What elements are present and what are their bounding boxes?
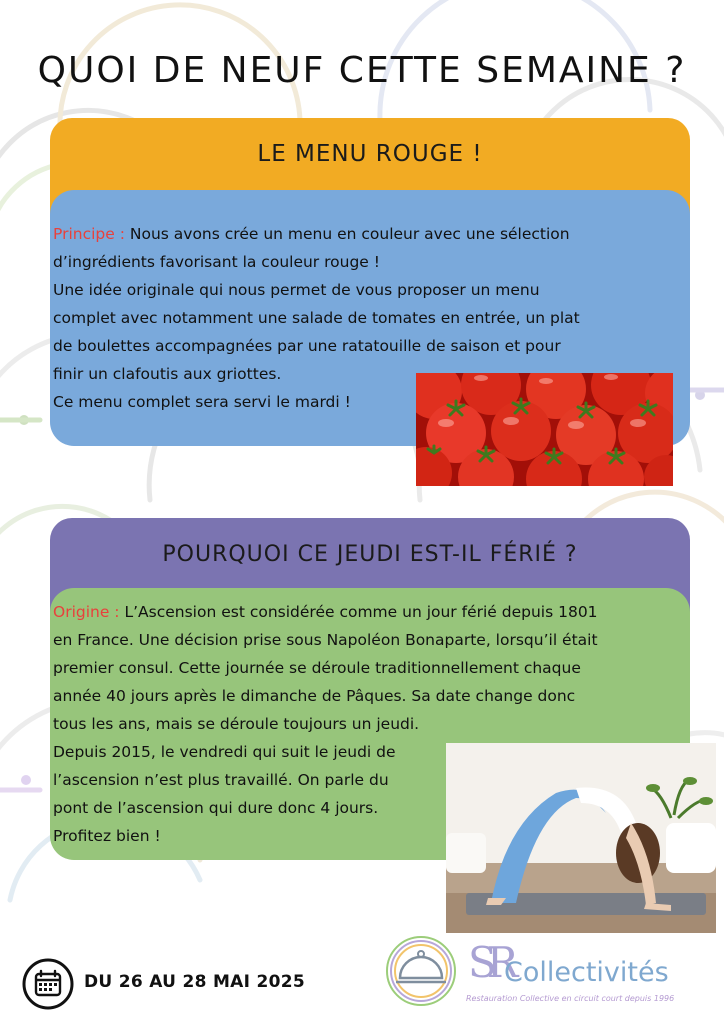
brand-name: Collectivités xyxy=(504,957,669,988)
holiday-line-8: Profitez bien ! xyxy=(53,827,161,845)
menu-card-heading: LE MENU ROUGE ! xyxy=(257,141,483,167)
cloche-logo xyxy=(382,930,460,1012)
menu-line-0: Principe : Nous avons crée un menu en couleur avec une sélection xyxy=(53,225,570,243)
holiday-line-1: en France. Une décision prise sous Napoléon Bonaparte, lorsqu’il était xyxy=(53,631,598,649)
menu-line-2: Une idée originale qui nous permet de vous proposer un menu xyxy=(53,281,540,299)
date-range: DU 26 AU 28 MAI 2025 xyxy=(84,972,305,992)
menu-label: Principe : xyxy=(53,225,125,243)
menu-line-3: complet avec notamment une salade de tomates en entrée, un plat xyxy=(53,309,580,327)
holiday-line-7: pont de l’ascension qui dure donc 4 jours. xyxy=(53,799,379,817)
menu-line-5: finir un clafoutis aux griottes. xyxy=(53,365,282,383)
holiday-line-4: tous les ans, mais se déroule toujours un jeudi. xyxy=(53,715,420,733)
holiday-line-2: premier consul. Cette journée se déroule traditionnellement chaque xyxy=(53,659,581,677)
holiday-line-5: Depuis 2015, le vendredi qui suit le jeudi de xyxy=(53,743,396,761)
holiday-line-3: année 40 jours après le dimanche de Pâques. Sa date change donc xyxy=(53,687,576,705)
calendar-icon xyxy=(22,958,74,1010)
tomatoes-photo xyxy=(416,373,673,486)
brand-letters: SR xyxy=(468,938,509,987)
holiday-label: Origine : xyxy=(53,603,120,621)
brand-logo xyxy=(464,937,716,1015)
holiday-line-0: Origine : L’Ascension est considérée comme un jour férié depuis 1801 xyxy=(53,603,598,621)
page-title: QUOI DE NEUF CETTE SEMAINE ? xyxy=(37,50,687,91)
holiday-card-heading: POURQUOI CE JEUDI EST-IL FÉRIÉ ? xyxy=(162,542,578,567)
holiday-line-6: l’ascension n’est plus travaillé. On parle du xyxy=(53,771,389,789)
brand-tagline: Restauration Collective en circuit court depuis 1996 xyxy=(466,994,675,1003)
yoga-photo xyxy=(446,743,716,933)
menu-line-4: de boulettes accompagnées par une ratatouille de saison et pour xyxy=(53,337,561,355)
menu-line-6: Ce menu complet sera servi le mardi ! xyxy=(53,393,351,411)
menu-line-1: d’ingrédients favorisant la couleur rouge ! xyxy=(53,253,380,271)
